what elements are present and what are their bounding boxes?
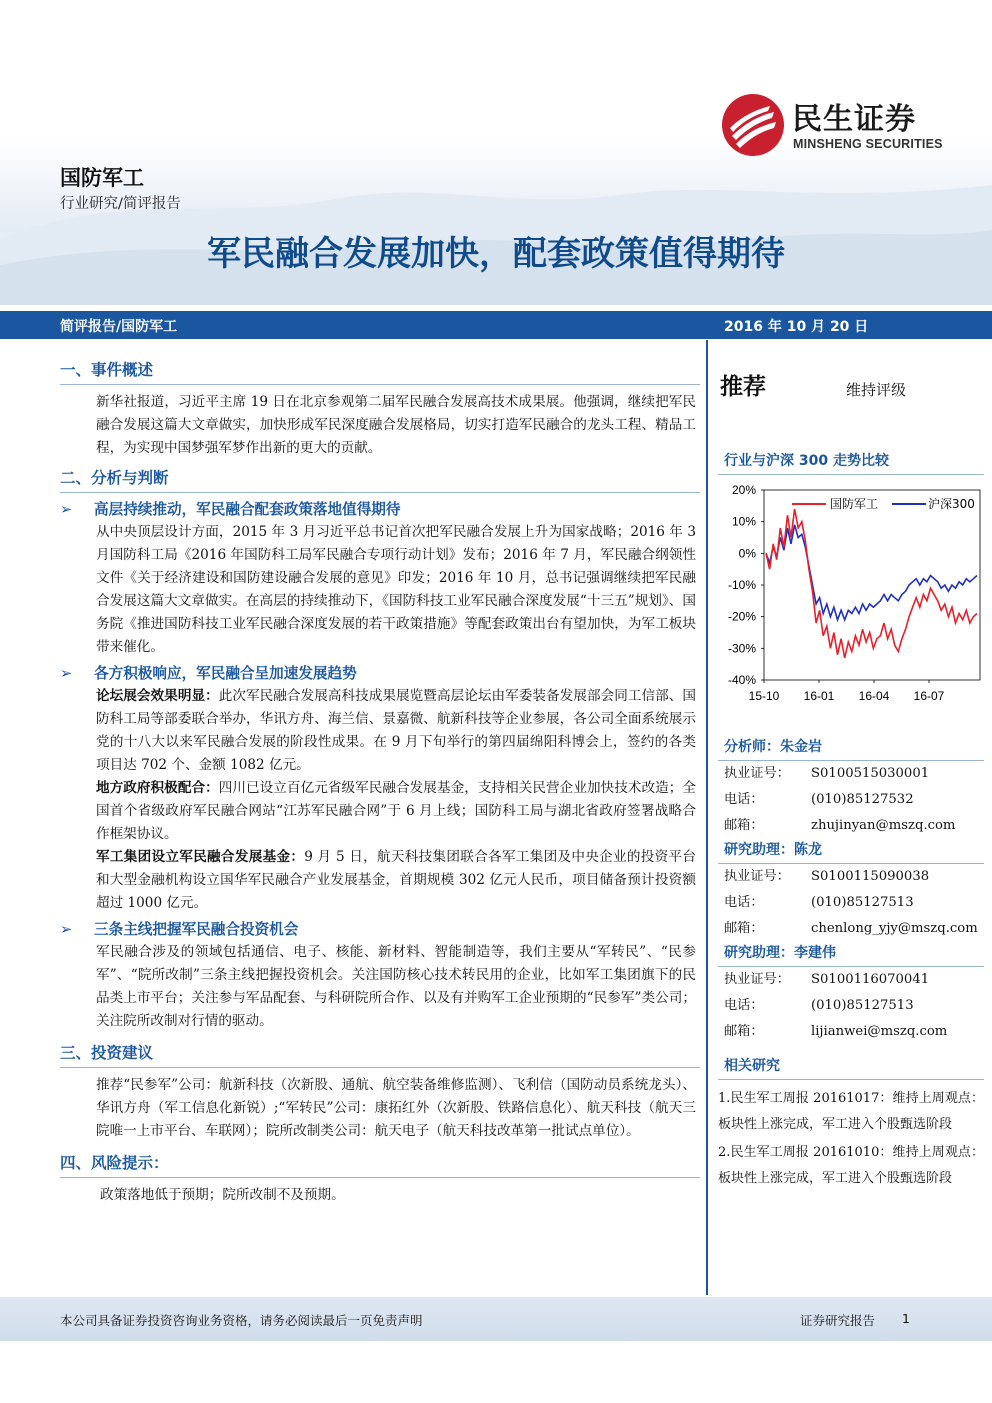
rating-recommend: 推荐 (720, 374, 766, 400)
related-item[interactable]: 1.民生军工周报 20161017：维持上周观点：板块性上涨完成，军工进入个股甄选阶段 (718, 1091, 984, 1132)
info-value: (010)85127532 (811, 792, 914, 807)
report-type: 行业研究/简评报告 (60, 196, 181, 212)
rating-maintain: 维持评级 (846, 381, 907, 399)
bullet-title-3: ➢ 三条主线把握军民融合投资机会 (60, 919, 700, 941)
analyst-row (718, 813, 984, 839)
chart-title: 行业与沪深 300 走势比较 (718, 450, 984, 475)
analyst-row (718, 787, 984, 813)
assistant2-info (718, 967, 984, 1045)
bullet-title-1: ➢ 高层持续推动，军民融合配套政策落地值得期待 (60, 499, 700, 521)
y-tick-label: -20% (727, 609, 756, 624)
y-tick-label: -10% (727, 578, 756, 592)
y-tick-label: 0% (738, 546, 756, 561)
info-key: 执业证号： (724, 766, 790, 781)
y-tick-label: -30% (727, 641, 756, 656)
info-value: chenlong_yjy@mszq.com (811, 921, 978, 936)
assistant1-row (718, 916, 984, 942)
sector-name: 国防军工 (60, 166, 144, 190)
broker-logo (722, 92, 982, 158)
section-heading-3: 三、投资建议 (60, 1041, 700, 1068)
info-key: 邮箱： (724, 1024, 764, 1039)
bullet-text-2b: 地方政府积极配合：四川已设立百亿元省级军民融合发展基金，支持相关民营企业加快技术改造；全国首个省级政府军民融合网站“江苏军民融合网”于 6 月上线；国防科工局与湖北省政府签署战略合作框架协议。 (96, 780, 697, 842)
legend-label-defense: 国防军工 (830, 497, 879, 511)
column-divider (706, 340, 708, 1295)
info-value: S0100515030001 (811, 766, 930, 781)
bullet-title-2: ➢ 各方积极响应，军民融合呈加速发展趋势 (60, 663, 700, 685)
bullet-text-2a: 论坛展会效果明显：此次军民融合发展高科技成果展览暨高层论坛由军委装备发展部会同工信部、国防科工局等部委联合举办，华讯方舟、海兰信、景嘉微、航新科技等企业参展，各公司全面系统展示党的十八大以来军民融合发展的阶段性成果。在 9 月下旬举行的第四届绵阳科博会上，签约的各类项目达 702 个、金额 1082 亿元。 (96, 688, 697, 773)
footer-disclaimer: 本公司具备证券投资咨询业务资格，请务必阅读最后一页免责声明 (60, 1313, 423, 1328)
y-tick-label: -40% (727, 673, 756, 687)
info-key: 电话： (724, 998, 764, 1013)
bullet-text-2c: 军工集团设立军民融合发展基金：9 月 5 日，航天科技集团联合各军工集团及中央企业的投资平台和大型金融机构设立国华军民融合产业发展基金，首期规模 302 亿元人民币，项目储备预计投资额超过 1000 亿元。 (96, 849, 696, 911)
page-footer (0, 1297, 992, 1341)
x-tick-label: 15-10 (748, 689, 780, 703)
report-title: 军民融合发展加快，配套政策值得期待 (207, 234, 785, 274)
assistant2-row (718, 1019, 984, 1045)
assistant1-row (718, 864, 984, 890)
legend-label-hs300: 沪深300 (928, 497, 975, 511)
page-number: 1 (902, 1311, 910, 1326)
arrow-bullet-icon: ➢ (60, 501, 73, 518)
info-value: (010)85127513 (811, 895, 914, 910)
info-value: zhujinyan@mszq.com (811, 818, 956, 833)
info-value: S0100116070041 (811, 972, 930, 987)
analyst-heading: 分析师：朱金岩 (718, 736, 984, 761)
logo-text-en: MINSHENG SECURITIES (793, 137, 943, 151)
x-tick-label: 16-04 (858, 689, 890, 703)
bar-category: 简评报告/国防军工 (60, 319, 178, 335)
section-heading-4: 四、风险提示： (60, 1151, 700, 1178)
assistant1-info (718, 864, 984, 942)
analyst-info (718, 761, 984, 839)
related-research-heading: 相关研究 (718, 1055, 984, 1080)
investment-advice: 推荐“民参军”公司：航新科技（次新股、通航、航空装备维修监测）、飞利信（国防动员系统龙头）、华讯方舟（军工信息化新锐）;“军转民”公司：康拓红外（次新股、铁路信息化）、航天科技（航天三院唯一上市平台、车联网）；院所改制类公司：航天电子（航天科技改革第一批试点单位）。 (96, 1077, 696, 1139)
assistant2-heading: 研究助理：李建伟 (718, 942, 984, 967)
info-value: S0100115090038 (811, 869, 930, 884)
bullet-text-1: 从中央顶层设计方面，2015 年 3 月习近平总书记首次把军民融合发展上升为国家战略；2016 年 3 月国防科工局《2016 年国防科工局军民融合专项行动计划》发布；2016 年 7 月，军民融合纲领性文件《关于经济建设和国防建设融合发展的意见》印发；2016 年 10 月，总书记强调继续把军民融合发展这篇大文章做实。在高层的持续推动下，《国防科技工业军民融合深度发展“十三五”规划》、国务院《推进国防科技工业军民融合深度发展的若干政策措施》等配套政策出台有望加快，为军工板块带来催化。 (96, 524, 696, 655)
series-line-defense (766, 509, 977, 658)
arrow-bullet-icon: ➢ (60, 665, 73, 682)
assistant1-row (718, 890, 984, 916)
section-heading-2: 二、分析与判断 (60, 466, 700, 493)
arrow-bullet-icon: ➢ (60, 921, 73, 938)
logo-emblem-icon (722, 94, 784, 156)
assistant1-heading: 研究助理：陈龙 (718, 839, 984, 864)
info-bar (0, 311, 992, 339)
info-key: 执业证号： (724, 869, 790, 884)
analyst-row (718, 761, 984, 787)
x-tick-label: 16-07 (913, 689, 945, 703)
section-heading-1: 一、事件概述 (60, 358, 700, 385)
info-key: 电话： (724, 895, 764, 910)
x-tick-label: 16-01 (803, 689, 835, 703)
y-tick-label: 20% (731, 483, 756, 497)
footer-label: 证券研究报告 (800, 1313, 876, 1328)
info-key: 邮箱： (724, 921, 764, 936)
assistant2-row (718, 993, 984, 1019)
bar-date: 2016 年 10 月 20 日 (724, 319, 869, 335)
info-key: 执业证号： (724, 972, 790, 987)
info-key: 邮箱： (724, 818, 764, 833)
y-tick-label: 10% (731, 514, 756, 529)
bullet-text-3: 军民融合涉及的领域包括通信、电子、核能、新材料、智能制造等，我们主要从“军转民”、“民参军”、“院所改制”三条主线把握投资机会。关注国防核心技术转民用的企业，比如军工集团旗下的民品类上市平台；关注参与军品配套、与科研院所合作、以及有并购军工企业预期的“民参军”类公司；关注院所改制对行情的驱动。 (96, 944, 696, 1029)
sidebar (718, 368, 980, 448)
info-key: 电话： (724, 792, 764, 807)
info-value: lijianwei@mszq.com (811, 1024, 948, 1039)
related-item[interactable]: 2.民生军工周报 20161010：维持上周观点：板块性上涨完成，军工进入个股甄选阶段 (718, 1145, 984, 1186)
main-content (60, 358, 700, 1207)
info-value: (010)85127513 (811, 998, 914, 1013)
assistant2-row (718, 967, 984, 993)
trend-chart (718, 478, 984, 708)
logo-text-cn: 民生证券 (792, 102, 916, 137)
analyst-panel (718, 736, 984, 1194)
event-summary: 新华社报道，习近平主席 19 日在北京参观第二届军民融合发展高技术成果展。他强调，继续把军民融合发展这篇大文章做实，加快形成军民深度融合发展格局，切实打造军民融合的龙头工程、精品工程，为实现中国梦强军梦作出新的更大的贡献。 (96, 394, 696, 456)
related-research-list (718, 1080, 984, 1192)
risk-warning: 政策落地低于预期；院所改制不及预期。 (100, 1187, 345, 1203)
